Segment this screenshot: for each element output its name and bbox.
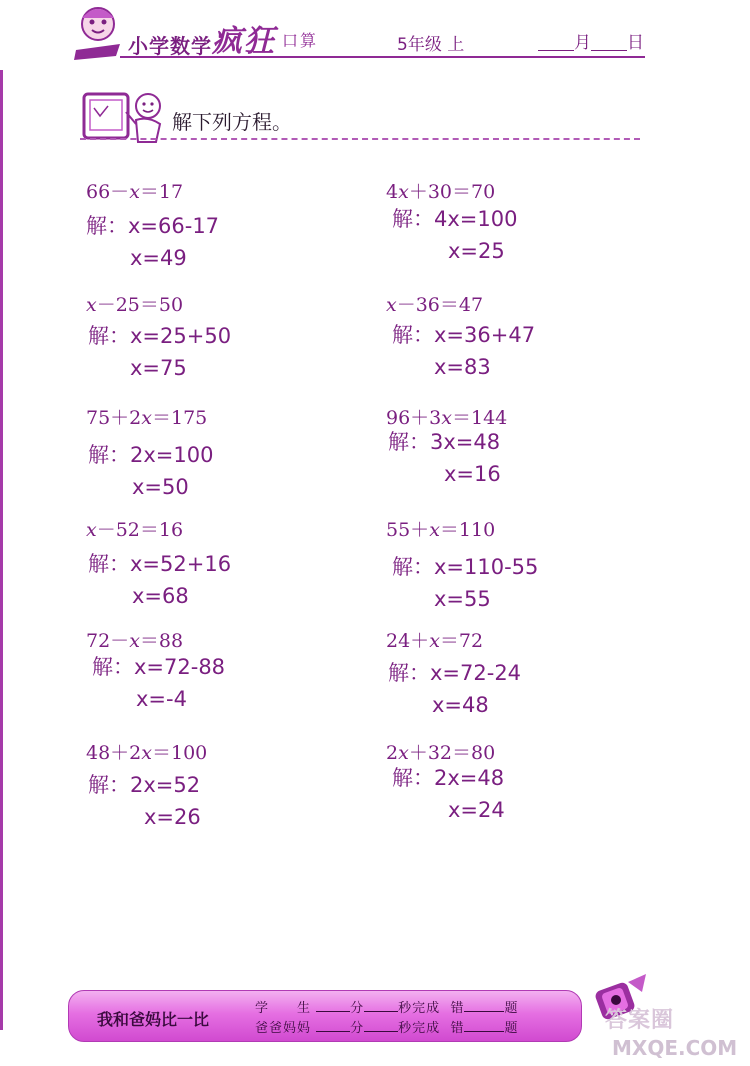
solution-step-2: x=25 xyxy=(448,239,505,263)
equation: 96＋3x＝144 xyxy=(386,407,508,429)
solution-step-1: 解：x=36+47 xyxy=(392,323,536,347)
solution-step-2: x=16 xyxy=(444,462,501,486)
solution-step-1: 解：x=66-17 xyxy=(86,214,220,238)
equation: 24＋x＝72 xyxy=(386,630,484,652)
student-wrong-blank[interactable] xyxy=(464,1001,504,1012)
equation: 2x＋32＝80 xyxy=(386,742,496,764)
solution-step-2: x=75 xyxy=(130,356,187,380)
month-label: 月 xyxy=(574,33,591,53)
footer-title: 我和爸妈比一比 xyxy=(97,1010,210,1029)
solution-step-1: 解：x=110-55 xyxy=(392,555,539,579)
instruction-dashed-divider xyxy=(80,138,640,140)
instruction-section xyxy=(80,84,640,144)
page-header xyxy=(0,0,750,70)
minute-label: 分 xyxy=(350,1001,365,1016)
solution-step-2: x=50 xyxy=(132,475,189,499)
question-label: 题 xyxy=(504,1001,519,1016)
solution-step-1: 解：x=72-88 xyxy=(92,655,226,679)
solution-step-2: x=48 xyxy=(432,693,489,717)
header-divider xyxy=(120,56,645,58)
question-label: 题 xyxy=(504,1021,519,1036)
solution-step-2: x=24 xyxy=(448,798,505,822)
footer-student-row xyxy=(255,997,518,1016)
brand-big-text: 疯狂 xyxy=(212,24,276,59)
equation: 75＋2x＝175 xyxy=(86,407,208,429)
equation: 4x＋30＝70 xyxy=(386,181,496,203)
chalkboard-kid-icon xyxy=(80,88,170,144)
solution-step-1: 解：4x=100 xyxy=(392,207,518,231)
grade-label: 5年级 上 xyxy=(397,35,465,55)
parents-minutes-blank[interactable] xyxy=(316,1021,350,1032)
equation: x－36＝47 xyxy=(386,294,484,316)
second-done-label: 秒完成 xyxy=(398,1021,441,1036)
equation: x－52＝16 xyxy=(86,519,184,541)
solution-step-1: 解：2x=48 xyxy=(392,766,505,790)
student-label: 学 生 xyxy=(255,1001,312,1016)
solution-step-2: x=26 xyxy=(144,805,201,829)
solution-step-1: 解：2x=52 xyxy=(88,773,201,797)
footer-compare-bar xyxy=(68,990,582,1042)
watermark-logo-text: 答案圈 xyxy=(605,1008,675,1033)
solution-step-2: x=55 xyxy=(434,587,491,611)
day-blank[interactable] xyxy=(591,36,627,51)
solution-step-1: 解：x=25+50 xyxy=(88,324,232,348)
solution-step-1: 解：2x=100 xyxy=(88,443,214,467)
second-done-label: 秒完成 xyxy=(398,1001,441,1016)
month-blank[interactable] xyxy=(538,36,574,51)
solution-step-1: 解：3x=48 xyxy=(388,430,501,454)
solution-step-2: x=68 xyxy=(132,584,189,608)
solution-step-2: x=83 xyxy=(434,355,491,379)
equation: 66－x＝17 xyxy=(86,181,184,203)
equation: 48＋2x＝100 xyxy=(86,742,208,764)
parents-label: 爸爸妈妈 xyxy=(255,1021,312,1036)
brand-small-text: 口算 xyxy=(282,31,319,50)
equation: 55＋x＝110 xyxy=(386,519,496,541)
student-minutes-blank[interactable] xyxy=(316,1001,350,1012)
mascot-icon xyxy=(66,0,130,64)
footer-parents-row xyxy=(255,1017,518,1036)
brand-prefix: 小学数学 xyxy=(128,34,212,58)
equation: x－25＝50 xyxy=(86,294,184,316)
day-label: 日 xyxy=(627,33,644,53)
page-left-border xyxy=(0,70,3,1030)
solution-step-1: 解：x=72-24 xyxy=(388,661,522,685)
parents-seconds-blank[interactable] xyxy=(364,1021,398,1032)
wrong-label: 错 xyxy=(450,1001,465,1016)
parents-wrong-blank[interactable] xyxy=(464,1021,504,1032)
solution-step-1: 解：x=52+16 xyxy=(88,552,232,576)
instruction-text: 解下列方程。 xyxy=(172,110,292,134)
solution-step-2: x=49 xyxy=(130,246,187,270)
wrong-label: 错 xyxy=(450,1021,465,1036)
watermark-url: MXQE.COM xyxy=(612,1036,738,1060)
equation: 72－x＝88 xyxy=(86,630,184,652)
minute-label: 分 xyxy=(350,1021,365,1036)
solution-step-2: x=-4 xyxy=(136,687,187,711)
date-field xyxy=(538,28,644,53)
student-seconds-blank[interactable] xyxy=(364,1001,398,1012)
